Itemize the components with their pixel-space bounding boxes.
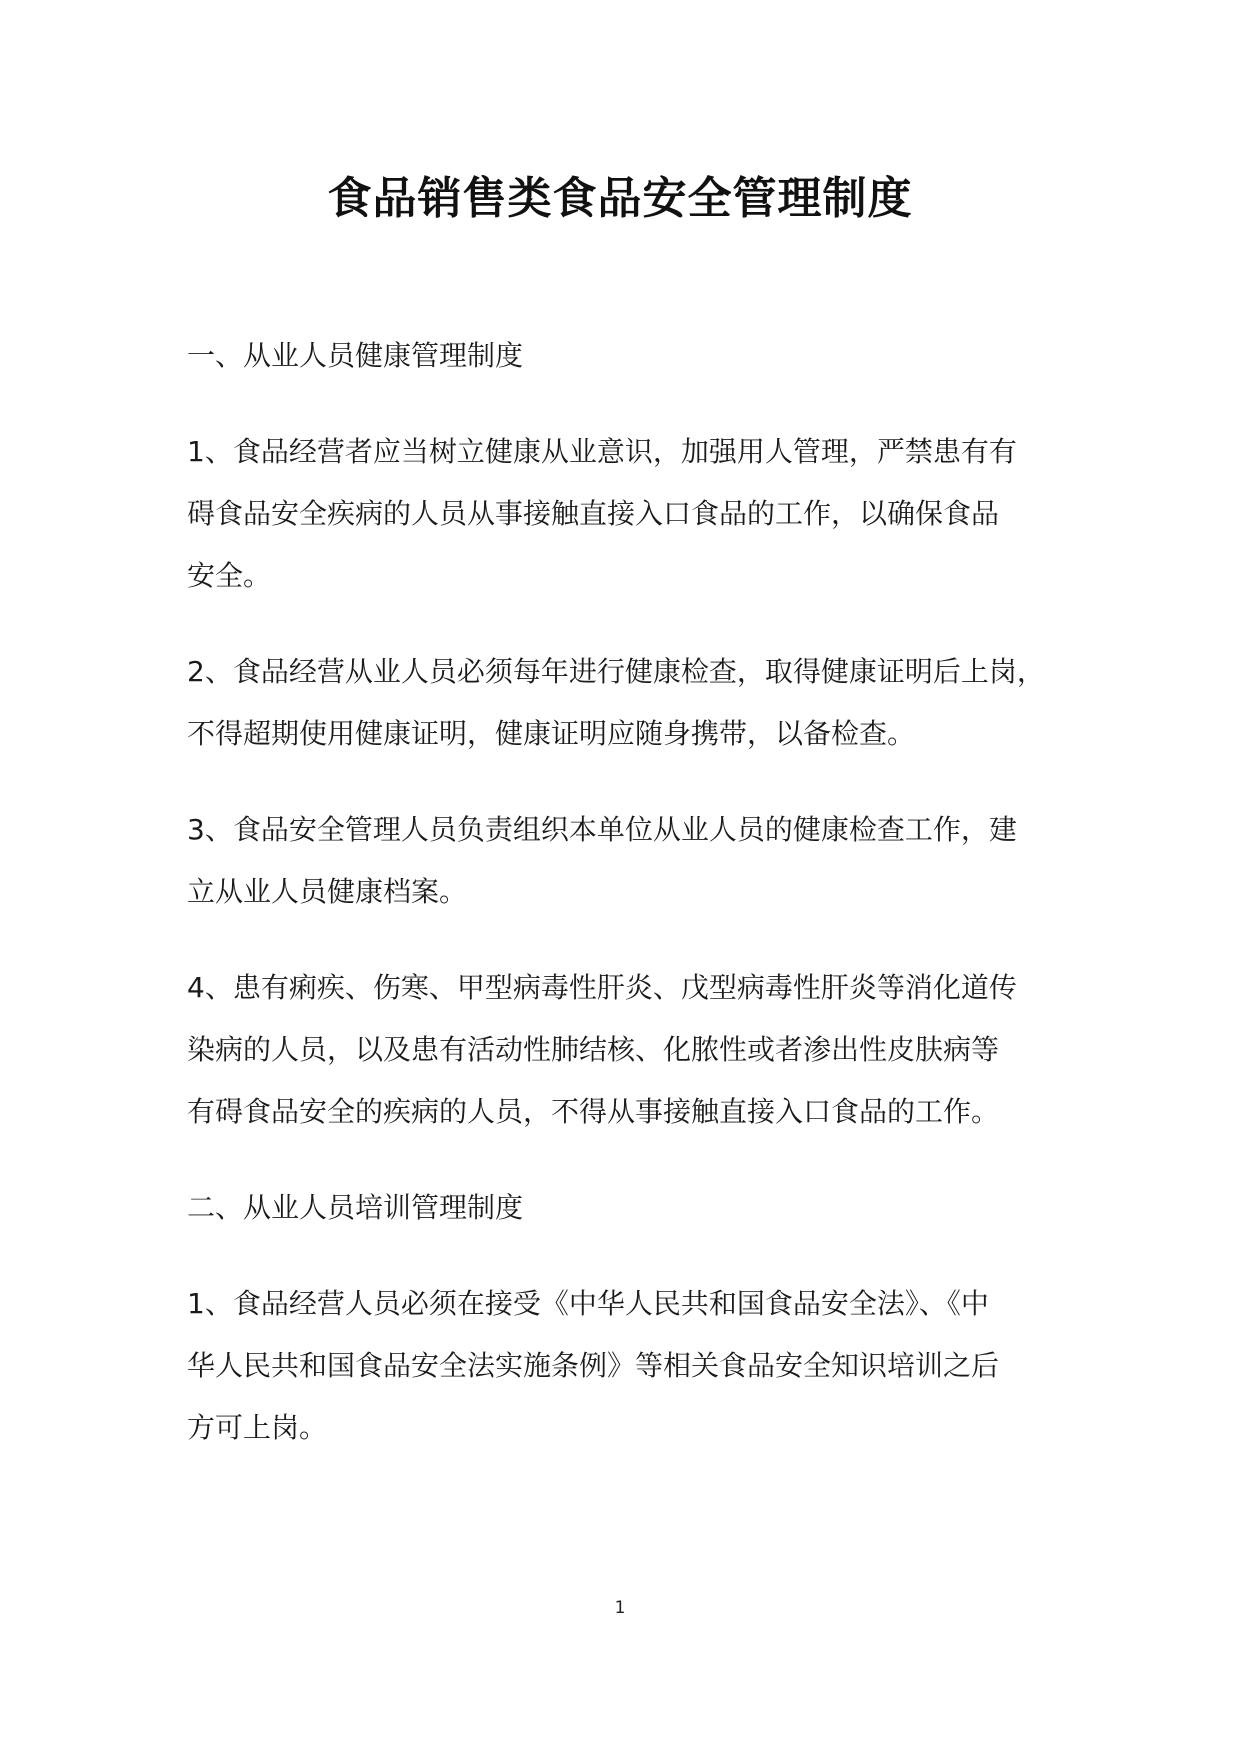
paragraph-line: 碍食品安全疾病的人员从事接触直接入口食品的工作，以确保食品 — [187, 497, 1000, 530]
paragraph-line: 立从业人员健康档案。 — [187, 875, 468, 908]
paragraph-line: 不得超期使用健康证明，健康证明应随身携带，以备检查。 — [187, 717, 916, 750]
paragraph-line: 2、食品经营从业人员必须每年进行健康检查，取得健康证明后上岗， — [187, 655, 1045, 688]
paragraph-line: 华人民共和国食品安全法实施条例》等相关食品安全知识培训之后 — [187, 1349, 1000, 1382]
page-number: 1 — [614, 1598, 626, 1618]
section-heading: 一、从业人员健康管理制度 — [187, 339, 524, 372]
paragraph-line: 1、食品经营人员必须在接受《中华人民共和国食品安全法》、《中 — [187, 1287, 989, 1320]
section-heading: 二、从业人员培训管理制度 — [187, 1191, 524, 1224]
document-title: 食品销售类食品安全管理制度 — [327, 173, 913, 224]
paragraph-line: 3、食品安全管理人员负责组织本单位从业人员的健康检查工作，建 — [187, 813, 1017, 846]
paragraph-line: 方可上岗。 — [187, 1411, 328, 1444]
paragraph-line: 1、食品经营者应当树立健康从业意识，加强用人管理，严禁患有有 — [187, 435, 1017, 468]
paragraph-line: 安全。 — [187, 559, 272, 592]
paragraph-line: 4、患有痢疾、伤寒、甲型病毒性肝炎、戊型病毒性肝炎等消化道传 — [187, 971, 1017, 1004]
paragraph-line: 有碍食品安全的疾病的人员，不得从事接触直接入口食品的工作。 — [187, 1095, 1000, 1128]
paragraph-line: 染病的人员，以及患有活动性肺结核、化脓性或者渗出性皮肤病等 — [187, 1033, 1000, 1066]
